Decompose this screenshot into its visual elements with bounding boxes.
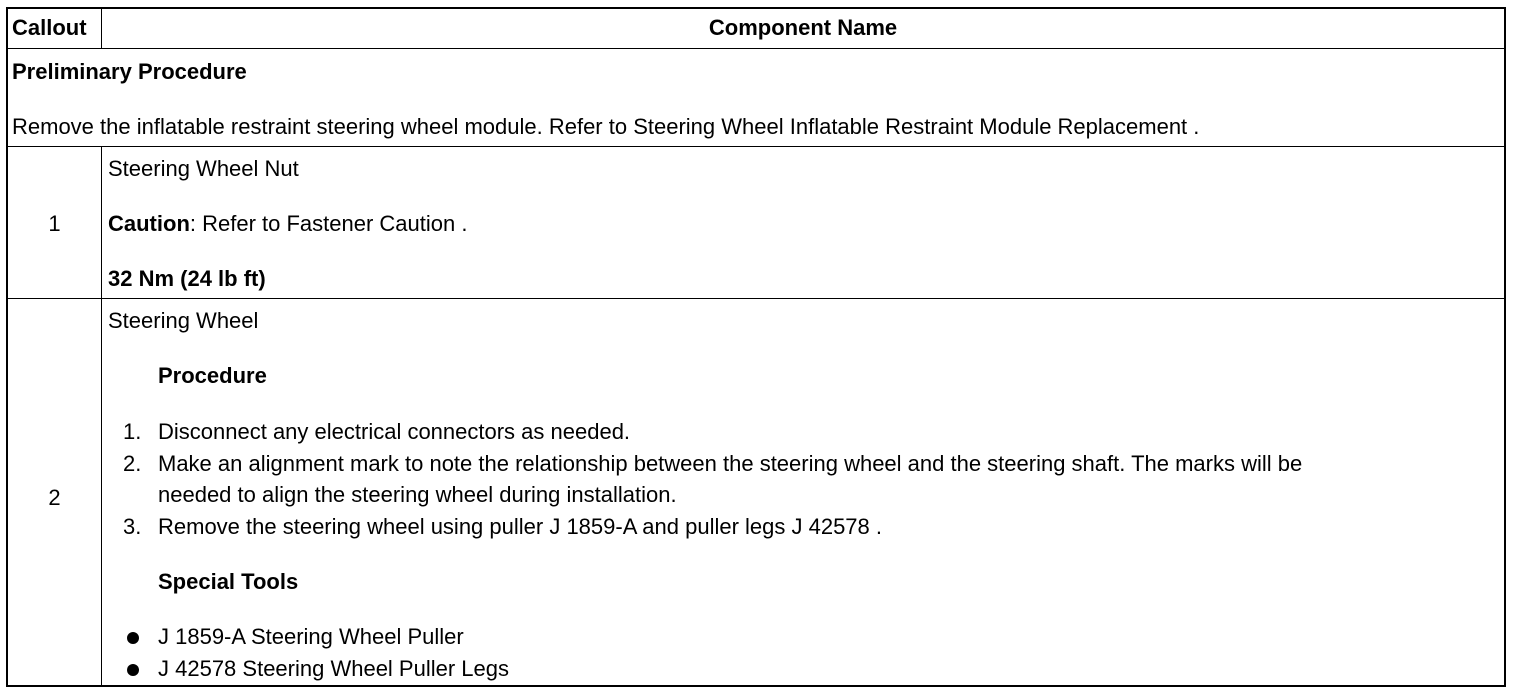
header-divider [8, 48, 1504, 49]
row1-torque: 32 Nm (24 lb ft) [108, 266, 266, 291]
row2-name: Steering Wheel [108, 308, 259, 333]
component-table [6, 7, 1506, 687]
row1-name: Steering Wheel Nut [108, 156, 299, 181]
tool-item: J 1859-A Steering Wheel Puller [158, 624, 464, 649]
preliminary-title: Preliminary Procedure [12, 59, 247, 84]
step-number: 3. [123, 514, 142, 539]
row1-caution [108, 211, 467, 237]
bullet-icon [127, 632, 139, 644]
column-divider-body [101, 146, 102, 687]
tool-item: J 42578 Steering Wheel Puller Legs [158, 656, 509, 681]
step-number: 1. [123, 419, 142, 444]
step-text: Disconnect any electrical connectors as needed. [158, 419, 631, 444]
step-text: Remove the steering wheel using puller J 1859-A and puller legs J 42578 . [158, 514, 883, 539]
step-number: 2. [123, 451, 142, 476]
column-divider-header [101, 9, 102, 48]
procedure-title: Procedure [158, 363, 267, 388]
preliminary-text: Remove the inflatable restraint steering wheel module. Refer to Steering Wheel Inflatable Restraint Module Replacement . [12, 114, 1200, 139]
preliminary-divider [8, 146, 1504, 147]
special-tools-title: Special Tools [158, 569, 299, 594]
row1-callout: 1 [48, 211, 61, 236]
bullet-icon [127, 664, 139, 676]
step-text-continued: needed to align the steering wheel during installation. [158, 482, 677, 507]
row2-callout: 2 [48, 485, 61, 510]
caution-label: Caution [108, 211, 190, 236]
row1-divider [8, 298, 1504, 299]
header-callout: Callout [12, 15, 87, 40]
caution-text: : Refer to Fastener Caution . [189, 211, 468, 236]
header-component-name: Component Name [708, 15, 898, 40]
step-text: Make an alignment mark to note the relationship between the steering wheel and the steering shaft. The marks will be [158, 451, 1303, 476]
